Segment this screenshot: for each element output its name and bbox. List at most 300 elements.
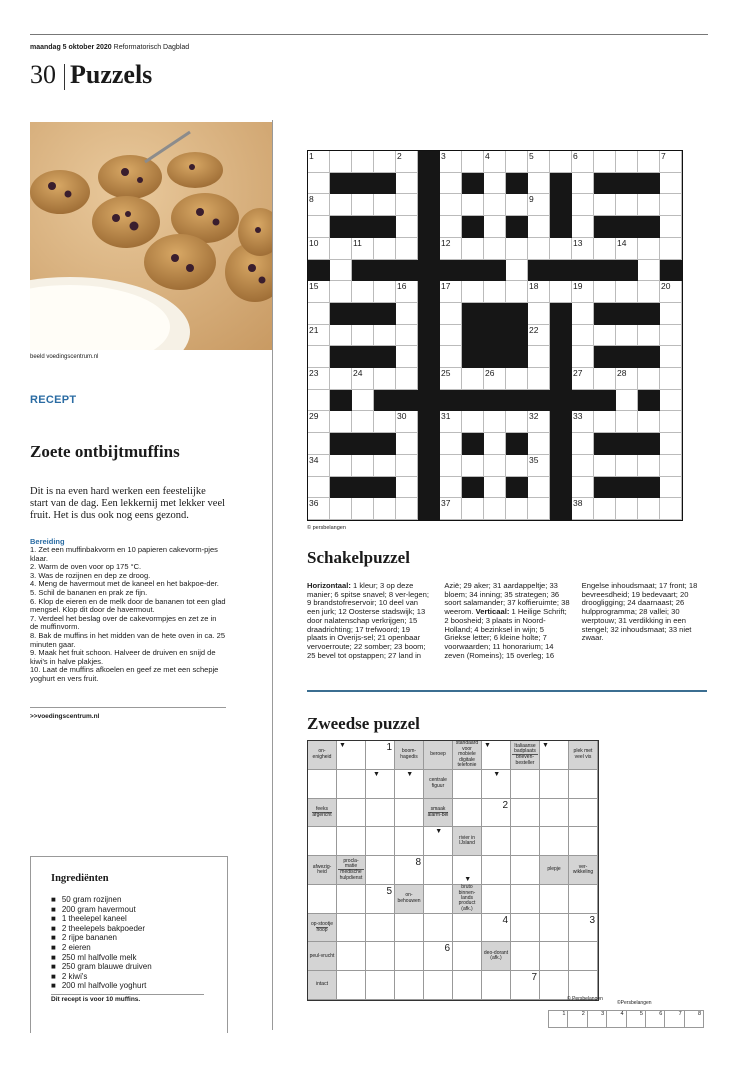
crossword-cell[interactable] [396,346,418,368]
crossword-cell[interactable] [572,325,594,347]
crossword-cell[interactable] [638,368,660,390]
crossword-cell[interactable] [352,325,374,347]
crossword-cell[interactable] [660,303,682,325]
answer-cell[interactable] [569,885,598,914]
answer-cell[interactable] [366,971,395,1000]
crossword-cell[interactable] [572,303,594,325]
answer-cell[interactable] [395,799,424,828]
answer-cell[interactable] [453,770,482,799]
answer-cell[interactable] [511,856,540,885]
ingredient-item: ■ 2 eieren [51,943,152,953]
crossword-cell[interactable] [660,477,682,499]
answer-cell[interactable] [482,885,511,914]
answer-cell[interactable] [453,856,482,885]
crossword-cell[interactable] [374,368,396,390]
answer-cell[interactable] [366,856,395,885]
crossword-cell[interactable] [352,498,374,520]
crossword-cell[interactable] [396,173,418,195]
crossword-cell[interactable] [660,194,682,216]
black-cell [462,173,484,195]
crossword-cell[interactable] [484,173,506,195]
crossword-cell[interactable] [308,477,330,499]
clue-text: afwezig-heid [312,863,332,875]
answer-cell[interactable] [569,827,598,856]
crossword-cell[interactable] [550,238,572,260]
crossword-cell[interactable] [616,498,638,520]
answer-cell[interactable] [569,799,598,828]
crossword-cell[interactable] [308,238,330,260]
answer-cell[interactable] [453,799,482,828]
crossword-cell[interactable] [396,411,418,433]
black-cell [462,260,484,282]
black-cell [506,303,528,325]
crossword-cell[interactable] [330,325,352,347]
crossword-cell[interactable] [308,216,330,238]
crossword-cell[interactable] [374,498,396,520]
black-cell [550,455,572,477]
clue-text: deo-dorant (afk.) [483,949,509,962]
answer-cell[interactable] [366,827,395,856]
answer-cell[interactable] [395,856,424,885]
crossword-cell[interactable] [374,325,396,347]
answer-cell[interactable] [395,827,424,856]
vertical-label: Verticaal: [475,607,510,617]
crossword-cell[interactable] [374,238,396,260]
crossword-cell[interactable] [638,151,660,173]
crossword-cell[interactable] [528,477,550,499]
crossword-cell[interactable] [594,194,616,216]
crossword-cell[interactable] [484,411,506,433]
crossword-cell[interactable] [352,238,374,260]
crossword-cell[interactable] [330,260,352,282]
solution-cell[interactable]: 7 [665,1011,684,1027]
crossword-cell[interactable] [396,194,418,216]
answer-cell[interactable] [337,741,366,770]
black-cell [352,260,374,282]
crossword-cell[interactable] [462,368,484,390]
answer-cell[interactable] [482,827,511,856]
crossword-cell[interactable] [308,433,330,455]
black-cell [374,260,396,282]
crossword-cell[interactable] [330,194,352,216]
crossword-cell[interactable] [528,281,550,303]
crossword-cell[interactable] [616,368,638,390]
crossword-cell[interactable] [616,325,638,347]
crossword-cell[interactable] [440,303,462,325]
answer-cell[interactable] [482,770,511,799]
answer-cell[interactable] [540,827,569,856]
crossword-cell[interactable] [550,281,572,303]
answer-cell[interactable] [540,942,569,971]
crossword-cell[interactable] [572,411,594,433]
crossword-cell[interactable] [484,151,506,173]
crossword-cell[interactable] [572,455,594,477]
crossword-cell[interactable] [330,151,352,173]
black-cell [550,194,572,216]
crossword-cell[interactable] [484,368,506,390]
answer-cell[interactable] [395,971,424,1000]
cell-number: 28 [617,368,627,379]
crossword-cell[interactable] [660,325,682,347]
crossword-cell[interactable] [638,238,660,260]
crossword-cell[interactable] [462,238,484,260]
solution-cell[interactable]: 5 [627,1011,646,1027]
answer-cell[interactable] [424,971,453,1000]
crossword-cell[interactable] [374,194,396,216]
crossword-cell[interactable] [396,216,418,238]
answer-cell[interactable] [366,799,395,828]
crossword-cell[interactable] [396,498,418,520]
answer-cell[interactable] [453,914,482,943]
answer-cell[interactable] [482,914,511,943]
crossword-cell[interactable] [396,455,418,477]
answer-cell[interactable] [424,885,453,914]
solution-cell[interactable]: 8 [697,1011,701,1017]
answer-cell[interactable] [366,914,395,943]
cell-number: 6 [573,151,578,161]
crossword-cell[interactable] [374,411,396,433]
answer-cell[interactable] [453,942,482,971]
answer-cell[interactable] [511,885,540,914]
crossword-cell[interactable] [528,325,550,347]
crossword-cell[interactable] [660,173,682,195]
answer-cell[interactable] [424,942,453,971]
crossword-cell[interactable] [572,281,594,303]
swedish-puzzle-grid[interactable] [307,740,599,1001]
arrow-down-icon: ▼ [464,875,472,883]
crossword-cell[interactable] [352,368,374,390]
answer-cell[interactable] [395,914,424,943]
crossword-cell[interactable] [528,411,550,433]
crossword-cell[interactable] [616,455,638,477]
answer-cell[interactable] [366,942,395,971]
crossword-cell[interactable] [572,173,594,195]
crossword-cell[interactable] [638,260,660,282]
crossword-cell[interactable] [572,216,594,238]
black-cell [418,346,440,368]
crossword-cell[interactable] [572,151,594,173]
vertical-clues: 1 Heilige Schrift; 2 boosheid; 3 plaats in Noord-Holland; 4 bezinksel in wijn; 5 Griekse letter; 6 kleine holte; 7 voorwaarden; 11 honorarium; 14 zeven (Romeins); 15 overleg; 16 Engelse inhoudsmaat; 17 front; 18 bevreesdheid; 19 bedevaart; 20 droogligging; 24 daarnaast; 26 hulpprogramma; 28 vallei; 30 werptouw; 31 verdikking in een stengel; 32 inhoudsmaat; 33 niet zwaar. [444,581,698,660]
crossword-cell[interactable] [308,455,330,477]
crossword-cell[interactable] [616,151,638,173]
crossword-cell[interactable] [352,411,374,433]
crossword-cell[interactable] [308,303,330,325]
crossword-cell[interactable] [330,281,352,303]
crossword-cell[interactable] [594,281,616,303]
crossword-cell[interactable] [440,216,462,238]
crossword-cell[interactable] [528,173,550,195]
crossword-cell[interactable] [528,455,550,477]
crossword-cell[interactable] [572,368,594,390]
answer-cell[interactable] [337,799,366,828]
crossword-cell[interactable] [660,368,682,390]
answer-cell[interactable] [511,770,540,799]
crossword-cell[interactable] [374,281,396,303]
crossword-cell[interactable] [374,151,396,173]
crossword-cell[interactable] [396,281,418,303]
crossword-cell[interactable] [506,498,528,520]
black-cell [418,216,440,238]
crossword-cell[interactable] [572,238,594,260]
crossword-cell[interactable] [528,368,550,390]
answer-cell[interactable] [482,856,511,885]
ingredient-item: ■ 200 ml halfvolle yoghurt [51,981,152,991]
crossword-cell[interactable] [572,433,594,455]
answer-cell[interactable] [308,885,337,914]
solution-bar[interactable] [548,1010,704,1028]
crossword-grid[interactable] [307,150,683,521]
crossword-cell[interactable] [396,477,418,499]
answer-cell[interactable] [366,770,395,799]
crossword-cell[interactable] [440,325,462,347]
crossword-cell[interactable] [484,194,506,216]
answer-cell[interactable] [337,885,366,914]
crossword-cell[interactable] [330,368,352,390]
crossword-cell[interactable] [352,281,374,303]
black-cell [418,260,440,282]
answer-cell[interactable] [366,741,395,770]
black-cell [396,390,418,412]
crossword-cell[interactable] [440,368,462,390]
crossword-cell[interactable] [572,498,594,520]
crossword-cell[interactable] [506,238,528,260]
answer-cell[interactable] [540,971,569,1000]
answer-cell[interactable] [540,885,569,914]
answer-cell[interactable] [511,914,540,943]
crossword-cell[interactable] [660,281,682,303]
crossword-cell[interactable] [330,238,352,260]
crossword-cell[interactable] [352,194,374,216]
crossword-cell[interactable] [308,151,330,173]
answer-cell[interactable] [511,942,540,971]
answer-cell[interactable] [540,914,569,943]
crossword-cell[interactable] [308,368,330,390]
crossword-cell[interactable] [528,303,550,325]
black-cell [352,173,374,195]
step-item: 2. Warm de oven voor op 175 °C. [30,562,142,572]
crossword-cell[interactable] [616,194,638,216]
crossword-cell[interactable] [616,238,638,260]
crossword-cell[interactable] [594,151,616,173]
answer-cell[interactable] [337,914,366,943]
crossword-cell[interactable] [440,477,462,499]
cell-number: 19 [573,281,583,292]
crossword-cell[interactable] [462,411,484,433]
crossword-clues [307,582,707,660]
answer-cell[interactable] [308,827,337,856]
answer-cell[interactable] [308,770,337,799]
crossword-cell[interactable] [330,411,352,433]
solution-cell[interactable]: 2 [568,1011,587,1027]
clue-cell [511,741,540,770]
crossword-cell[interactable] [352,455,374,477]
cell-number: 15 [309,281,319,292]
crossword-cell[interactable] [660,151,682,173]
answer-cell[interactable] [395,770,424,799]
crossword-cell[interactable] [462,498,484,520]
answer-cell[interactable] [337,770,366,799]
crossword-cell[interactable] [594,368,616,390]
answer-cell[interactable] [366,885,395,914]
crossword-cell[interactable] [396,433,418,455]
crossword-cell[interactable] [528,346,550,368]
crossword-cell[interactable] [308,498,330,520]
crossword-cell[interactable] [352,390,374,412]
black-cell [484,303,506,325]
crossword-cell[interactable] [374,455,396,477]
crossword-cell[interactable] [660,433,682,455]
solution-cell[interactable]: 3 [588,1011,607,1027]
crossword-cell[interactable] [440,433,462,455]
crossword-cell[interactable] [330,455,352,477]
crossword-cell[interactable] [616,411,638,433]
crossword-cell[interactable] [440,498,462,520]
crossword-cell[interactable] [638,325,660,347]
solution-cell[interactable]: 1 [549,1011,568,1027]
crossword-cell[interactable] [638,455,660,477]
answer-cell[interactable] [453,971,482,1000]
answer-cell[interactable] [569,942,598,971]
crossword-cell[interactable] [484,238,506,260]
crossword-cell[interactable] [594,498,616,520]
answer-cell[interactable] [424,856,453,885]
answer-cell[interactable] [511,971,540,1000]
crossword-cell[interactable] [660,390,682,412]
crossword-cell[interactable] [506,368,528,390]
cell-number: 27 [573,368,583,379]
answer-cell[interactable] [482,799,511,828]
answer-cell[interactable] [511,827,540,856]
crossword-cell[interactable] [660,455,682,477]
crossword-cell[interactable] [506,411,528,433]
crossword-cell[interactable] [506,455,528,477]
crossword-cell[interactable] [308,325,330,347]
crossword-cell[interactable] [594,325,616,347]
crossword-cell[interactable] [330,498,352,520]
crossword-cell[interactable] [396,368,418,390]
ingredient-item: ■ 250 ml halfvolle melk [51,953,152,963]
crossword-cell[interactable] [638,281,660,303]
crossword-cell[interactable] [616,281,638,303]
crossword-cell[interactable] [528,433,550,455]
answer-cell[interactable] [540,799,569,828]
crossword-cell[interactable] [308,281,330,303]
crossword-cell[interactable] [440,346,462,368]
crossword-cell[interactable] [572,346,594,368]
crossword-cell[interactable] [660,238,682,260]
answer-cell[interactable] [337,942,366,971]
crossword-cell[interactable] [484,281,506,303]
crossword-cell[interactable] [308,194,330,216]
answer-cell[interactable] [482,741,511,770]
crossword-cell[interactable] [506,194,528,216]
answer-cell[interactable] [569,770,598,799]
crossword-cell[interactable] [528,216,550,238]
crossword-cell[interactable] [484,477,506,499]
crossword-cell[interactable] [594,411,616,433]
crossword-cell[interactable] [462,281,484,303]
crossword-cell[interactable] [440,455,462,477]
answer-cell[interactable] [569,914,598,943]
black-cell [330,303,352,325]
crossword-cell[interactable] [462,151,484,173]
crossword-cell[interactable] [594,455,616,477]
cell-number: 32 [529,411,539,422]
answer-cell[interactable] [540,770,569,799]
crossword-cell[interactable] [440,173,462,195]
crossword-cell[interactable] [308,173,330,195]
crossword-cell[interactable] [506,281,528,303]
crossword-cell[interactable] [396,151,418,173]
crossword-cell[interactable] [572,194,594,216]
answer-cell[interactable] [337,827,366,856]
crossword-cell[interactable] [528,238,550,260]
crossword-cell[interactable] [594,238,616,260]
crossword-cell[interactable] [440,281,462,303]
answer-cell[interactable] [540,741,569,770]
crossword-cell[interactable] [506,260,528,282]
answer-cell[interactable] [337,971,366,1000]
answer-cell[interactable] [511,799,540,828]
crossword-cell[interactable] [484,498,506,520]
solution-cell[interactable]: 6 [646,1011,665,1027]
crossword-cell[interactable] [528,194,550,216]
answer-cell[interactable] [482,971,511,1000]
crossword-cell[interactable] [550,151,572,173]
answer-cell[interactable] [424,827,453,856]
black-cell [308,260,330,282]
crossword-cell[interactable] [396,238,418,260]
crossword-cell[interactable] [616,390,638,412]
crossword-cell[interactable] [484,433,506,455]
answer-cell[interactable] [424,914,453,943]
crossword-cell[interactable] [506,151,528,173]
arrow-down-icon: ▼ [484,742,491,749]
crossword-cell[interactable] [484,216,506,238]
crossword-cell[interactable] [396,325,418,347]
crossword-cell[interactable] [660,346,682,368]
serving-note: Dit recept is voor 10 muffins. [51,996,141,1003]
crossword-cell[interactable] [660,411,682,433]
crossword-cell[interactable] [484,455,506,477]
crossword-cell[interactable] [462,194,484,216]
crossword-cell[interactable] [528,498,550,520]
crossword-cell[interactable] [572,477,594,499]
crossword-cell[interactable] [308,411,330,433]
crossword-cell[interactable] [660,216,682,238]
crossword-cell[interactable] [308,346,330,368]
crossword-cell[interactable] [660,498,682,520]
crossword-cell[interactable] [638,498,660,520]
crossword-cell[interactable] [462,455,484,477]
crossword-cell[interactable] [308,390,330,412]
ingredient-item: ■ 50 gram rozijnen [51,895,152,905]
crossword-credit: © persbelangen [307,525,346,531]
crossword-cell[interactable] [528,151,550,173]
crossword-cell[interactable] [396,303,418,325]
solution-cell[interactable]: 4 [607,1011,626,1027]
crossword-cell[interactable] [440,238,462,260]
crossword-cell[interactable] [638,194,660,216]
crossword-cell[interactable] [352,151,374,173]
answer-cell[interactable] [395,942,424,971]
crossword-cell[interactable] [440,194,462,216]
black-cell [528,390,550,412]
crossword-cell[interactable] [440,411,462,433]
crossword-cell[interactable] [440,151,462,173]
crossword-cell[interactable] [638,411,660,433]
black-cell [330,216,352,238]
